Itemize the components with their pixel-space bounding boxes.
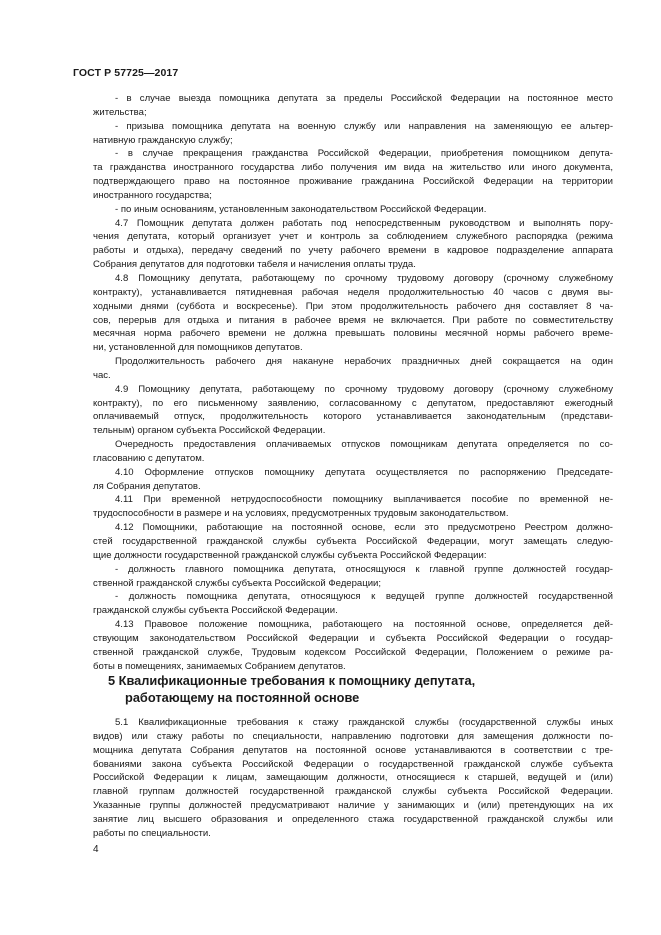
text-line: стей государственной гражданской службы субъекта Российской Федерации, могут замещать следую- <box>93 536 613 547</box>
text-line: гласованию с депутатом. <box>93 452 205 464</box>
text-line: работы по специальности. <box>93 827 211 839</box>
text-line: ни, установленной для помощников депутатов. <box>93 342 303 354</box>
text-line: Указанные группы должностей предусматривают наличие у занимающих и (или) претендующих на их <box>93 800 613 812</box>
text-line: тельным) органом субъекта Российской Федерации. <box>93 425 326 437</box>
text-line: боты в помещениях, занимаемых Собранием депутатов. <box>93 660 346 672</box>
text-line: контракту), по его письменному заявлению, согласованному с депутатом, предоставляют ежегодный <box>93 397 613 409</box>
text-line: Очередность предоставления оплачиваемых отпусков помощникам депутата определяется по со- <box>115 439 613 451</box>
text-line: Российской Федерации к лицам, замещающим должности, относящиеся к старшей, ведущей и (или) <box>93 772 613 784</box>
page-number: 4 <box>93 844 99 855</box>
section-5-title-line-1: 5 Квалификационные требования к помощнику депутата, <box>108 673 476 688</box>
standard-code: ГОСТ Р 57725—2017 <box>73 67 179 79</box>
text-line: та гражданства иностранного государства либо получения им вида на жительство или иного документа, <box>93 162 613 174</box>
text-line: занятие лиц высшего образования и определенного стажа государственной гражданской службы или <box>93 813 613 825</box>
text-line: - призыва помощника депутата на военную службу или направления на заменяющую ее альтер- <box>115 120 613 132</box>
text-line: - в случае прекращения гражданства Российской Федерации, приобретения помощником депута- <box>115 148 613 160</box>
text-line: ственной гражданской службы субъекта Российской Федерации; <box>93 577 382 589</box>
text-line: ходными днями (суббота и воскресенье). При этом продолжительность рабочего дня составляет 8 ча- <box>93 300 613 312</box>
text-line: ственной гражданской службе, Трудовым кодексом Российской Федерации, Положением о режиме ра- <box>93 646 613 658</box>
text-line: сов, перерыв для отдыха и питания в рабочее время не включается. При работе по совместительству <box>93 314 613 326</box>
text-line: ствующим законодательством Российской Федерации и субъекта Российской Федерации о государ- <box>93 632 613 644</box>
text-line: 4.10 Оформление отпусков помощнику депутата осуществляется по распоряжению Председате- <box>115 466 613 478</box>
text-line: 4.7 Помощник депутата должен работать под непосредственным руководством и выполнять пору- <box>115 217 613 229</box>
text-line: чения депутата, который организует учет и контроль за соблюдением служебного распорядка (режима <box>93 231 613 243</box>
text-line: мощника депутата Собрания депутатов на постоянной основе устанавливаются в соответствии с тре- <box>93 744 613 756</box>
section-5-title-line-2: работающему на постоянной основе <box>125 690 360 705</box>
text-line: - должность главного помощника депутата, относящуюся к главной группе должностей государ- <box>115 563 613 575</box>
text-line: бованиями закона субъекта Российской Федерации о государственной гражданской службе субъекта <box>93 758 613 770</box>
text-line: Продолжительность рабочего дня накануне нерабочих праздничных дней сокращается на один <box>115 356 613 368</box>
text-line: главной группам должностей государственной гражданской службы субъекта Российской Федерации. <box>93 786 613 798</box>
text-line: гражданской службы субъекта Российской Федерации. <box>93 605 338 617</box>
text-line: 4.13 Правовое положение помощника, работающего на постоянной основе, определяется дей- <box>115 619 613 631</box>
text-line: жительства; <box>93 106 147 118</box>
text-line: месячная норма рабочего времени не должна превышать половины месячной нормы рабочего време- <box>93 328 613 340</box>
text-line: 4.12 Помощники, работающие на постоянной основе, если это предусмотрено Реестром должно- <box>115 522 613 534</box>
body-text-section-5 <box>93 716 613 841</box>
text-line: - должность помощника депутата, относящуюся к ведущей группе должностей государственной <box>115 591 613 603</box>
text-line: ля Собрания депутатов. <box>93 480 201 492</box>
text-line: 4.11 При временной нетрудоспособности помощнику выплачивается пособие по временной не- <box>115 494 613 506</box>
text-line: 4.8 Помощнику депутата, работающему по срочному трудовому договору (срочному служебному <box>115 272 613 284</box>
section-5-heading <box>108 672 475 706</box>
text-line: видов) или стажу работы по специальности, направлению подготовки для замещения должности по- <box>93 730 613 742</box>
text-line: контракту), устанавливается пятидневная рабочая неделя продолжительностью 40 часов с двумя вы- <box>93 286 613 298</box>
body-text-section-4 <box>93 92 613 673</box>
text-line: щие должности государственной гражданской службы субъекта Российской Федерации: <box>93 549 487 561</box>
text-line: работы и отдыха), передачу сведений по учету рабочего времени в кадровое подразделение аппарата <box>93 245 613 257</box>
text-line: 5.1 Квалификационные требования к стажу гражданской службы (государственной службы иных <box>115 717 613 728</box>
text-line: иностранного государства; <box>93 189 212 201</box>
text-line: - в случае выезда помощника депутата за пределы Российской Федерации на постоянное место <box>115 93 613 104</box>
text-line: Собрания депутатов для подготовки табеля и начисления оплаты труда. <box>93 259 416 271</box>
text-line: нативную гражданскую службу; <box>93 134 233 146</box>
text-line: час. <box>93 369 111 381</box>
text-line: подтверждающего право на постоянное проживание гражданина Российской Федерации на территории <box>93 176 613 188</box>
text-line: - по иным основаниям, установленным законодательством Российской Федерации. <box>115 203 487 215</box>
text-line: оплачиваемый отпуск, продолжительность которого устанавливается законодательным (представи- <box>93 411 613 423</box>
text-line: трудоспособности в размере и на условиях, предусмотренных трудовым законодательством. <box>93 508 509 520</box>
text-line: 4.9 Помощнику депутата, работающему по срочному трудовому договору (срочному служебному <box>115 383 613 395</box>
